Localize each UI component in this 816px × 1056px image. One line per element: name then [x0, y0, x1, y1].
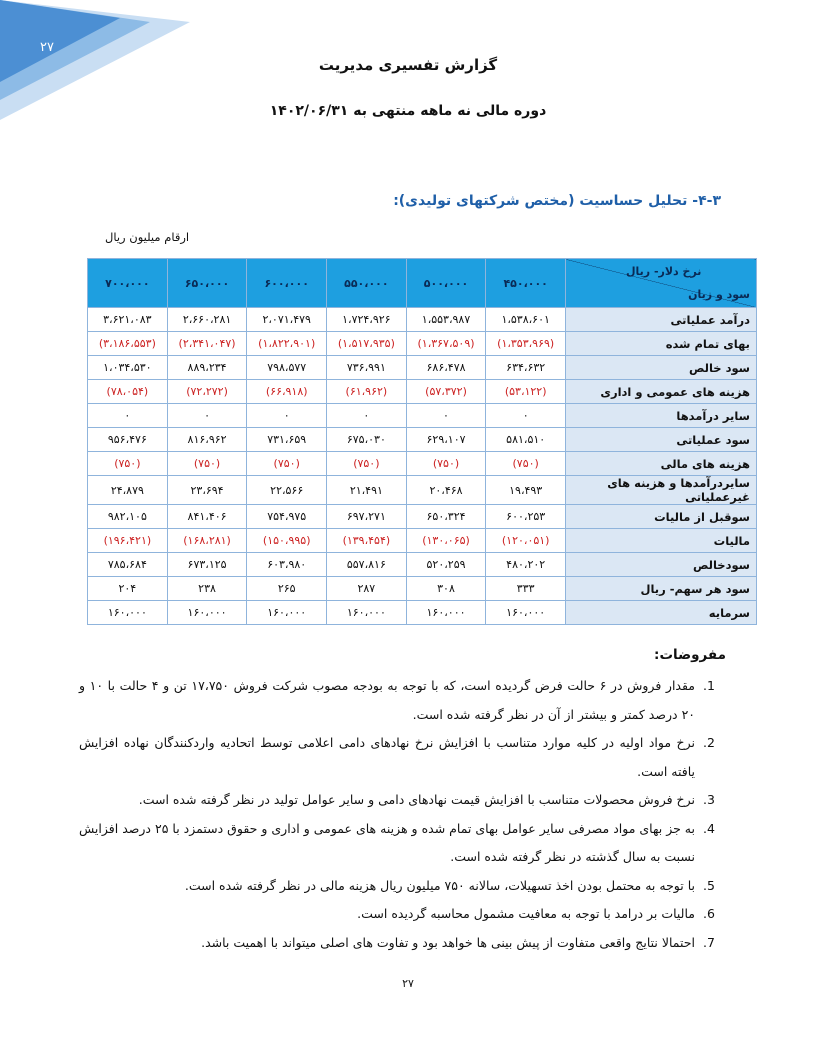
table-cell: (۷۵۰) [88, 452, 168, 476]
table-row [88, 529, 757, 553]
column-header: ۴۵۰،۰۰۰ [486, 259, 566, 308]
section-heading: ۴-۳- تحلیل حساسیت (مختص شرکتهای تولیدی): [393, 193, 721, 209]
table-cell: (۱۲۰،۰۵۱) [486, 529, 566, 553]
header-page-number: ۲۷ [40, 40, 54, 55]
table-cell: ۸۱۶،۹۶۲ [167, 428, 247, 452]
assumption-item: 7. احتمالا نتایج واقعی متفاوت از پیش بینی ها خواهد بود و تفاوت های اصلی میتواند با اهمیت باشد. [79, 929, 699, 958]
row-label: سود خالص [566, 356, 757, 380]
table-row [88, 428, 757, 452]
corner-top-label: نرخ دلار- ریال [626, 265, 702, 278]
row-label: درآمد عملیاتی [566, 308, 757, 332]
table-cell: ۹۵۶،۴۷۶ [88, 428, 168, 452]
table-cell: ۵۵۷،۸۱۶ [327, 553, 407, 577]
table-cell: ۵۸۱،۵۱۰ [486, 428, 566, 452]
table-cell: ۳۰۸ [406, 577, 486, 601]
table-cell: ۸۴۱،۴۰۶ [167, 505, 247, 529]
row-label: سایر درآمدها [566, 404, 757, 428]
table-cell: ۸۸۹،۲۳۴ [167, 356, 247, 380]
table-cell: ۱۶۰،۰۰۰ [88, 601, 168, 625]
table-cell: (۱،۳۶۷،۵۰۹) [406, 332, 486, 356]
table-cell: (۱۹۶،۴۲۱) [88, 529, 168, 553]
table-cell: ۲۱،۴۹۱ [327, 476, 407, 505]
table-cell: ۲۰،۴۶۸ [406, 476, 486, 505]
row-label: سرمایه [566, 601, 757, 625]
table-cell: ۶۹۷،۲۷۱ [327, 505, 407, 529]
table-cell: (۷۸،۰۵۴) [88, 380, 168, 404]
table-cell: (۶۶،۹۱۸) [247, 380, 327, 404]
table-cell: ۲۳،۶۹۴ [167, 476, 247, 505]
table-row [88, 476, 757, 505]
table-cell: (۵۷،۳۷۲) [406, 380, 486, 404]
table-cell: (۱،۵۱۷،۹۳۵) [327, 332, 407, 356]
table-cell: ۲۸۷ [327, 577, 407, 601]
table-cell: (۱،۳۵۳،۹۶۹) [486, 332, 566, 356]
table-cell: ۰ [88, 404, 168, 428]
assumption-item: 5. با توجه به محتمل بودن اخذ تسهیلات، سالانه ۷۵۰ میلیون ریال هزینه مالی در نظر گرفته شده است. [79, 872, 699, 901]
assumption-item: 3. نرخ فروش محصولات متناسب با افزایش قیمت نهادهای دامی و سایر عوامل تولید در نظر گرفته شده است. [79, 786, 699, 815]
assumptions-list [79, 672, 721, 957]
table-cell: ۶۷۳،۱۲۵ [167, 553, 247, 577]
assumptions-title: مفروضات: [654, 647, 726, 663]
table-cell: ۷۹۸،۵۷۷ [247, 356, 327, 380]
table-cell: ۱۶۰،۰۰۰ [406, 601, 486, 625]
row-label: هزینه های مالی [566, 452, 757, 476]
assumption-item: 1. مقدار فروش در ۶ حالت فرض گردیده است، که با توجه به بودجه مصوب شرکت فروش ۱۷،۷۵۰ تن و ۴ حالت با ۱۰ و ۲۰ درصد کمتر و بیشتر از آن در نظر گرفته شده است. [79, 672, 699, 729]
table-row [88, 553, 757, 577]
table-cell: (۱۵۰،۹۹۵) [247, 529, 327, 553]
table-cell: ۰ [247, 404, 327, 428]
table-cell: ۲۰۴ [88, 577, 168, 601]
table-cell: ۶۰۰،۲۵۳ [486, 505, 566, 529]
table-cell: (۷۵۰) [247, 452, 327, 476]
table-cell: ۲۴،۸۷۹ [88, 476, 168, 505]
row-label: سود هر سهم- ریال [566, 577, 757, 601]
table-cell: ۱،۵۳۸،۶۰۱ [486, 308, 566, 332]
table-cell: ۳۳۳ [486, 577, 566, 601]
table-cell: ۷۳۱،۶۵۹ [247, 428, 327, 452]
table-cell: ۱۹،۴۹۳ [486, 476, 566, 505]
table-cell: (۱،۸۲۲،۹۰۱) [247, 332, 327, 356]
table-cell: (۷۲،۲۷۲) [167, 380, 247, 404]
table-row [88, 356, 757, 380]
corner-bottom-label: سود و زیان [688, 288, 750, 301]
table-cell: ۳،۶۲۱،۰۸۳ [88, 308, 168, 332]
row-label: بهای تمام شده [566, 332, 757, 356]
column-header: ۵۰۰،۰۰۰ [406, 259, 486, 308]
table-row [88, 404, 757, 428]
row-label: هزینه های عمومی و اداری [566, 380, 757, 404]
assumption-item: 4. به جز بهای مواد مصرفی سایر عوامل بهای تمام شده و هزینه های عمومی و اداری و حقوق دستمزد با ۲۵ درصد افزایش نسبت به سال گذشته در نظر گرفته شده است. [79, 815, 699, 872]
table-cell: ۶۵۰،۳۲۴ [406, 505, 486, 529]
table-cell: ۰ [167, 404, 247, 428]
table-row [88, 332, 757, 356]
table-row [88, 577, 757, 601]
table-cell: ۲،۶۶۰،۲۸۱ [167, 308, 247, 332]
row-label: سود عملیاتی [566, 428, 757, 452]
table-cell: ۶۲۹،۱۰۷ [406, 428, 486, 452]
table-cell: ۰ [406, 404, 486, 428]
table-cell: ۰ [327, 404, 407, 428]
table-body [88, 308, 757, 625]
assumption-item: 6. مالیات بر درامد با توجه به معافیت مشمول محاسبه گردیده است. [79, 900, 699, 929]
assumption-item: 2. نرخ مواد اولیه در کلیه موارد متناسب با افزایش نرخ نهادهای دامی اعلامی توسط اتحادیه واردکنندگان نهاده افزایش یافته است. [79, 729, 699, 786]
table-cell: ۱۶۰،۰۰۰ [486, 601, 566, 625]
table-cell: (۳،۱۸۶،۵۵۳) [88, 332, 168, 356]
table-cell: ۲،۰۷۱،۴۷۹ [247, 308, 327, 332]
table-cell: ۷۵۴،۹۷۵ [247, 505, 327, 529]
table-cell: ۱۶۰،۰۰۰ [327, 601, 407, 625]
report-subtitle: دوره مالی نه ماهه منتهی به ۱۴۰۲/۰۶/۳۱ [269, 103, 547, 119]
table-cell: ۱،۵۵۳،۹۸۷ [406, 308, 486, 332]
table-row [88, 601, 757, 625]
column-header: ۶۵۰،۰۰۰ [167, 259, 247, 308]
column-header: ۶۰۰،۰۰۰ [247, 259, 327, 308]
table-row [88, 380, 757, 404]
footer-page-number: ۲۷ [402, 977, 414, 990]
table-cell: ۱۶۰،۰۰۰ [247, 601, 327, 625]
unit-note: ارقام میلیون ریال [105, 230, 190, 244]
row-label: سایردرآمدها و هزینه های غیرعملیاتی [566, 476, 757, 505]
table-cell: (۲،۳۴۱،۰۴۷) [167, 332, 247, 356]
table-cell: (۱۶۸،۲۸۱) [167, 529, 247, 553]
table-cell: (۷۵۰) [167, 452, 247, 476]
row-label: سوقبل از مالیات [566, 505, 757, 529]
table-cell: ۶۰۳،۹۸۰ [247, 553, 327, 577]
table-cell: (۷۵۰) [327, 452, 407, 476]
table-cell: ۶۳۴،۶۳۲ [486, 356, 566, 380]
row-label: مالیات [566, 529, 757, 553]
table-cell: ۵۲۰،۲۵۹ [406, 553, 486, 577]
table-cell: ۹۸۲،۱۰۵ [88, 505, 168, 529]
table-row [88, 505, 757, 529]
table-cell: ۷۳۶،۹۹۱ [327, 356, 407, 380]
table-cell: ۲۶۵ [247, 577, 327, 601]
table-cell: ۱،۰۳۴،۵۳۰ [88, 356, 168, 380]
row-label: سودخالص [566, 553, 757, 577]
table-cell: ۶۷۵،۰۳۰ [327, 428, 407, 452]
table-cell: ۱۶۰،۰۰۰ [167, 601, 247, 625]
table-cell: (۵۳،۱۲۲) [486, 380, 566, 404]
table-cell: ۲۲،۵۶۶ [247, 476, 327, 505]
report-title: گزارش تفسیری مدیریت [318, 56, 498, 74]
table-cell: (۷۵۰) [486, 452, 566, 476]
column-header: ۵۵۰،۰۰۰ [327, 259, 407, 308]
table-cell: ۰ [486, 404, 566, 428]
table-header-row [88, 259, 757, 308]
table-cell: ۷۸۵،۶۸۴ [88, 553, 168, 577]
table-cell: ۱،۷۲۴،۹۲۶ [327, 308, 407, 332]
table-row [88, 452, 757, 476]
table-corner-cell [566, 259, 757, 308]
table-cell: ۴۸۰،۲۰۲ [486, 553, 566, 577]
sensitivity-table [87, 258, 757, 625]
table-cell: (۱۳۰،۰۶۵) [406, 529, 486, 553]
table-row [88, 308, 757, 332]
column-header: ۷۰۰،۰۰۰ [88, 259, 168, 308]
table-cell: ۲۳۸ [167, 577, 247, 601]
table-cell: (۷۵۰) [406, 452, 486, 476]
table-cell: (۶۱،۹۶۲) [327, 380, 407, 404]
table-cell: (۱۳۹،۴۵۴) [327, 529, 407, 553]
table-cell: ۶۸۶،۴۷۸ [406, 356, 486, 380]
